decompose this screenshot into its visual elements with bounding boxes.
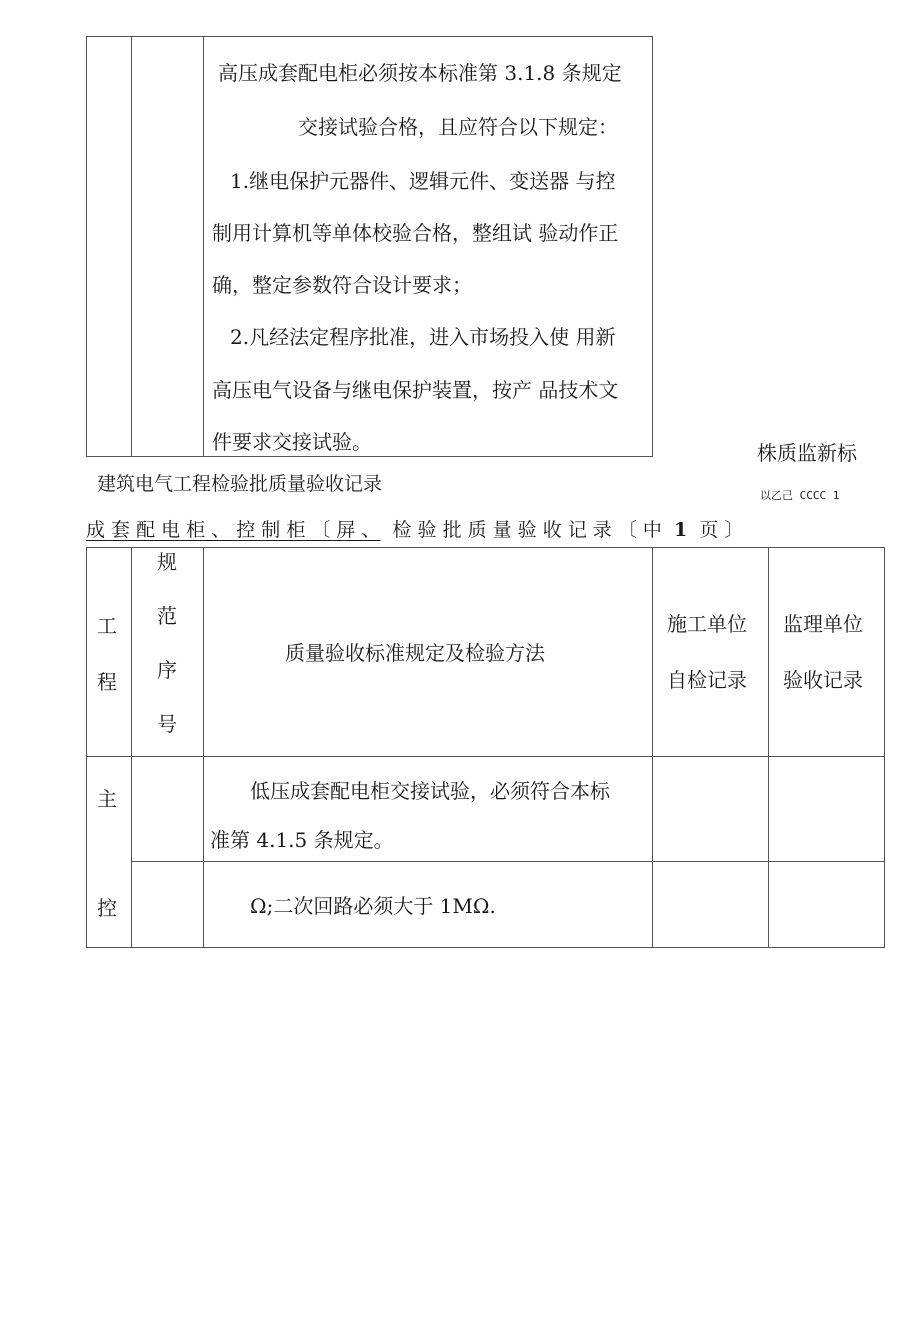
header-clause-no: 规 — [157, 550, 177, 574]
header-supervision: 验收记录 — [783, 668, 863, 692]
form-title-part3: 页 〕 — [699, 519, 744, 541]
clause-line: 件要求交接试验。 — [212, 430, 372, 454]
table-row-text: 准第 4.1.5 条规定。 — [210, 828, 394, 852]
form-title-page: 1 — [673, 519, 688, 541]
record-title: 建筑电气工程检验批质量验收记录 — [97, 473, 383, 495]
form-title — [86, 521, 743, 540]
header-project: 程 — [97, 670, 117, 694]
stamp-code: 以乙己 CCCC 1 — [760, 489, 840, 502]
clause-line: 高压成套配电柜必须按本标准第 3.1.8 条规定 — [218, 61, 622, 85]
header-project: 工 — [97, 614, 117, 638]
group-label: 主 — [97, 787, 117, 811]
header-standard: 质量验收标准规定及检验方法 — [285, 641, 545, 665]
clause-line: 确，整定参数符合设计要求； — [212, 273, 472, 297]
table-row-text: Ω;二次回路必须大于 1MΩ. — [250, 894, 496, 918]
stamp-org: 株质监新标 — [757, 441, 857, 465]
header-self-check: 自检记录 — [667, 668, 747, 692]
clause-line: 2.凡经法定程序批准，进入市场投入使 用新 — [230, 325, 616, 349]
table-row-text: 低压成套配电柜交接试验，必须符合本标 — [250, 779, 610, 803]
header-supervision: 监理单位 — [783, 612, 863, 636]
header-self-check: 施工单位 — [667, 612, 747, 636]
clause-line: 制用计算机等单体校验合格，整组试 验动作正 — [212, 221, 619, 245]
form-title-part1: 成 套 配 电 柜 、 控 制 柜 〔 屏 、 — [86, 519, 381, 541]
clause-line: 交接试验合格，且应符合以下规定： — [298, 115, 618, 139]
clause-line: 1.继电保护元器件、逻辑元件、变送器 与控 — [230, 169, 616, 193]
form-title-part2: 检 验 批 质 量 验 收 记 录 〔 中 — [392, 519, 662, 541]
header-clause-no: 范 — [157, 604, 177, 628]
header-clause-no: 序 — [157, 658, 177, 682]
header-clause-no: 号 — [157, 712, 177, 736]
clause-line: 高压电气设备与继电保护装置，按产 品技术文 — [212, 378, 619, 402]
group-label: 控 — [97, 896, 117, 920]
